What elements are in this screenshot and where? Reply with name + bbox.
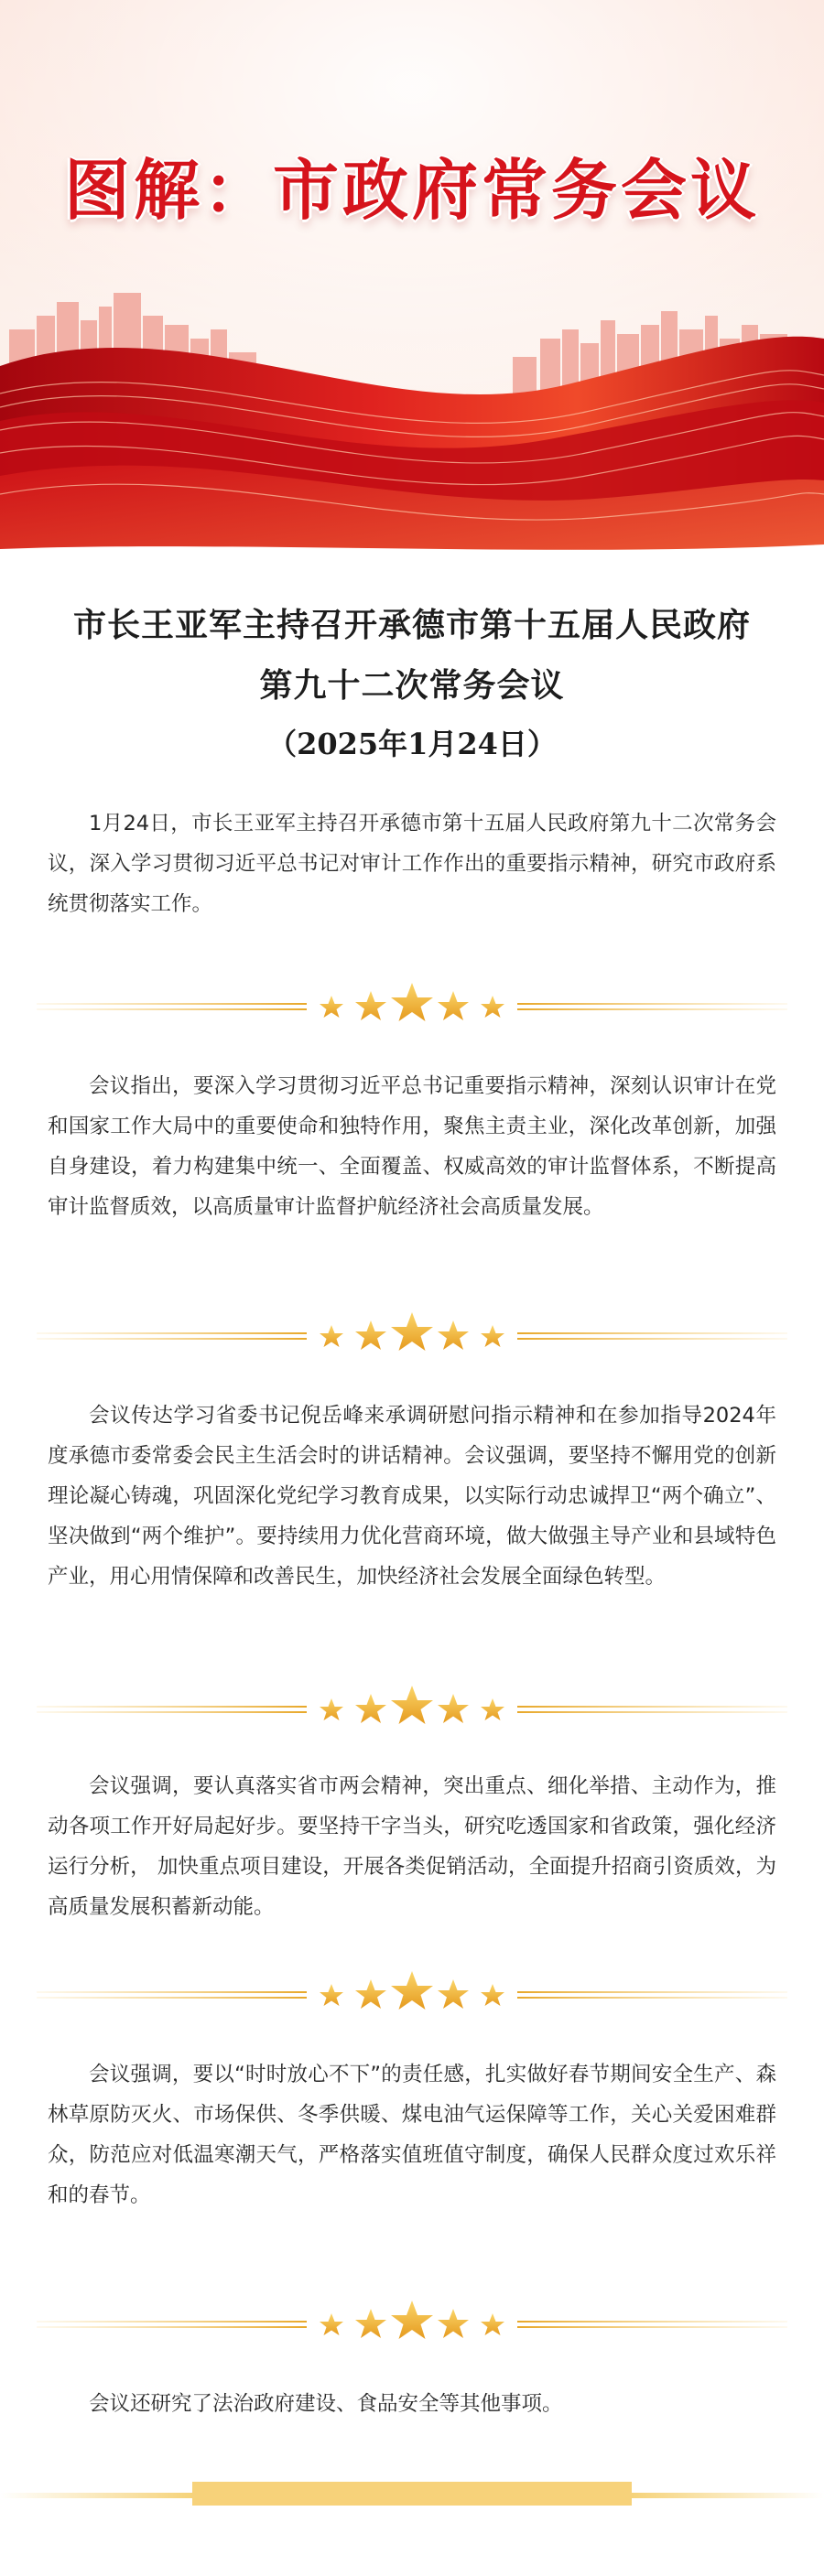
- paragraph-6: 会议还研究了法治政府建设、食品安全等其他事项。: [89, 2392, 563, 2416]
- star-divider-2: [37, 1309, 787, 1363]
- headline-line-1: 市长王亚军主持召开承德市第十五届人民政府: [72, 606, 751, 644]
- banner-title: 图解：市政府常务会议: [63, 152, 760, 229]
- article-headline: [0, 595, 824, 772]
- star-divider-1: [37, 979, 787, 1034]
- footer-gold-bar: [0, 2471, 824, 2526]
- paragraph-2: 会议指出，要深入学习贯彻习近平总书记重要指示精神，深刻认识审计在党和国家工作大局中的重要使命和独特作用，聚焦主责主业，深化改革创新，加强自身建设，着力构建集中统一、全面覆盖、权威高效的审计监督体系，不断提高审计监督质效，以高质量审计监督护航经济社会高质量发展。: [48, 1074, 776, 1219]
- headline-line-2: 第九十二次常务会议: [259, 666, 565, 705]
- star-divider-4: [37, 1967, 787, 2022]
- banner-artwork: [0, 0, 824, 577]
- star-divider-3: [37, 1682, 787, 1737]
- paragraph-4: 会议强调，要认真落实省市两会精神，突出重点、细化举措、主动作为，推动各项工作开好局起好步。要坚持干字当头，研究吃透国家和省政策，强化经济运行分析， 加快重点项目建设，开展各类促销活动，全面提升招商引资质效，为高质量发展积蓄新动能。: [48, 1774, 776, 1919]
- paragraph-5: 会议强调，要以“时时放心不下”的责任感，扎实做好春节期间安全生产、森林草原防灭火、市场保供、冬季供暖、煤电油气运保障等工作，关心关爱困难群众，防范应对低温寒潮天气，严格落实值班值守制度，确保人民群众度过欢乐祥和的春节。: [48, 2063, 776, 2207]
- paragraph-1: 1月24日，市长王亚军主持召开承德市第十五届人民政府第九十二次常务会议，深入学习贯彻习近平总书记对审计工作作出的重要指示精神，研究市政府系统贯彻落实工作。: [48, 812, 776, 916]
- star-divider-5: [37, 2297, 787, 2352]
- paragraph-3: 会议传达学习省委书记倪岳峰来承调研慰问指示精神和在参加指导2024年度承德市委常委会民主生活会时的讲话精神。会议强调，要坚持不懈用党的创新理论凝心铸魂，巩固深化党纪学习教育成果，以实际行动忠诚捍卫“两个确立”、坚决做到“两个维护”。要持续用力优化营商环境，做大做强主导产业和县域特色产业，用心用情保障和改善民生，加快经济社会发展全面绿色转型。: [48, 1404, 776, 1589]
- headline-date: （2025年1月24日）: [267, 727, 557, 761]
- header-banner: [0, 0, 824, 577]
